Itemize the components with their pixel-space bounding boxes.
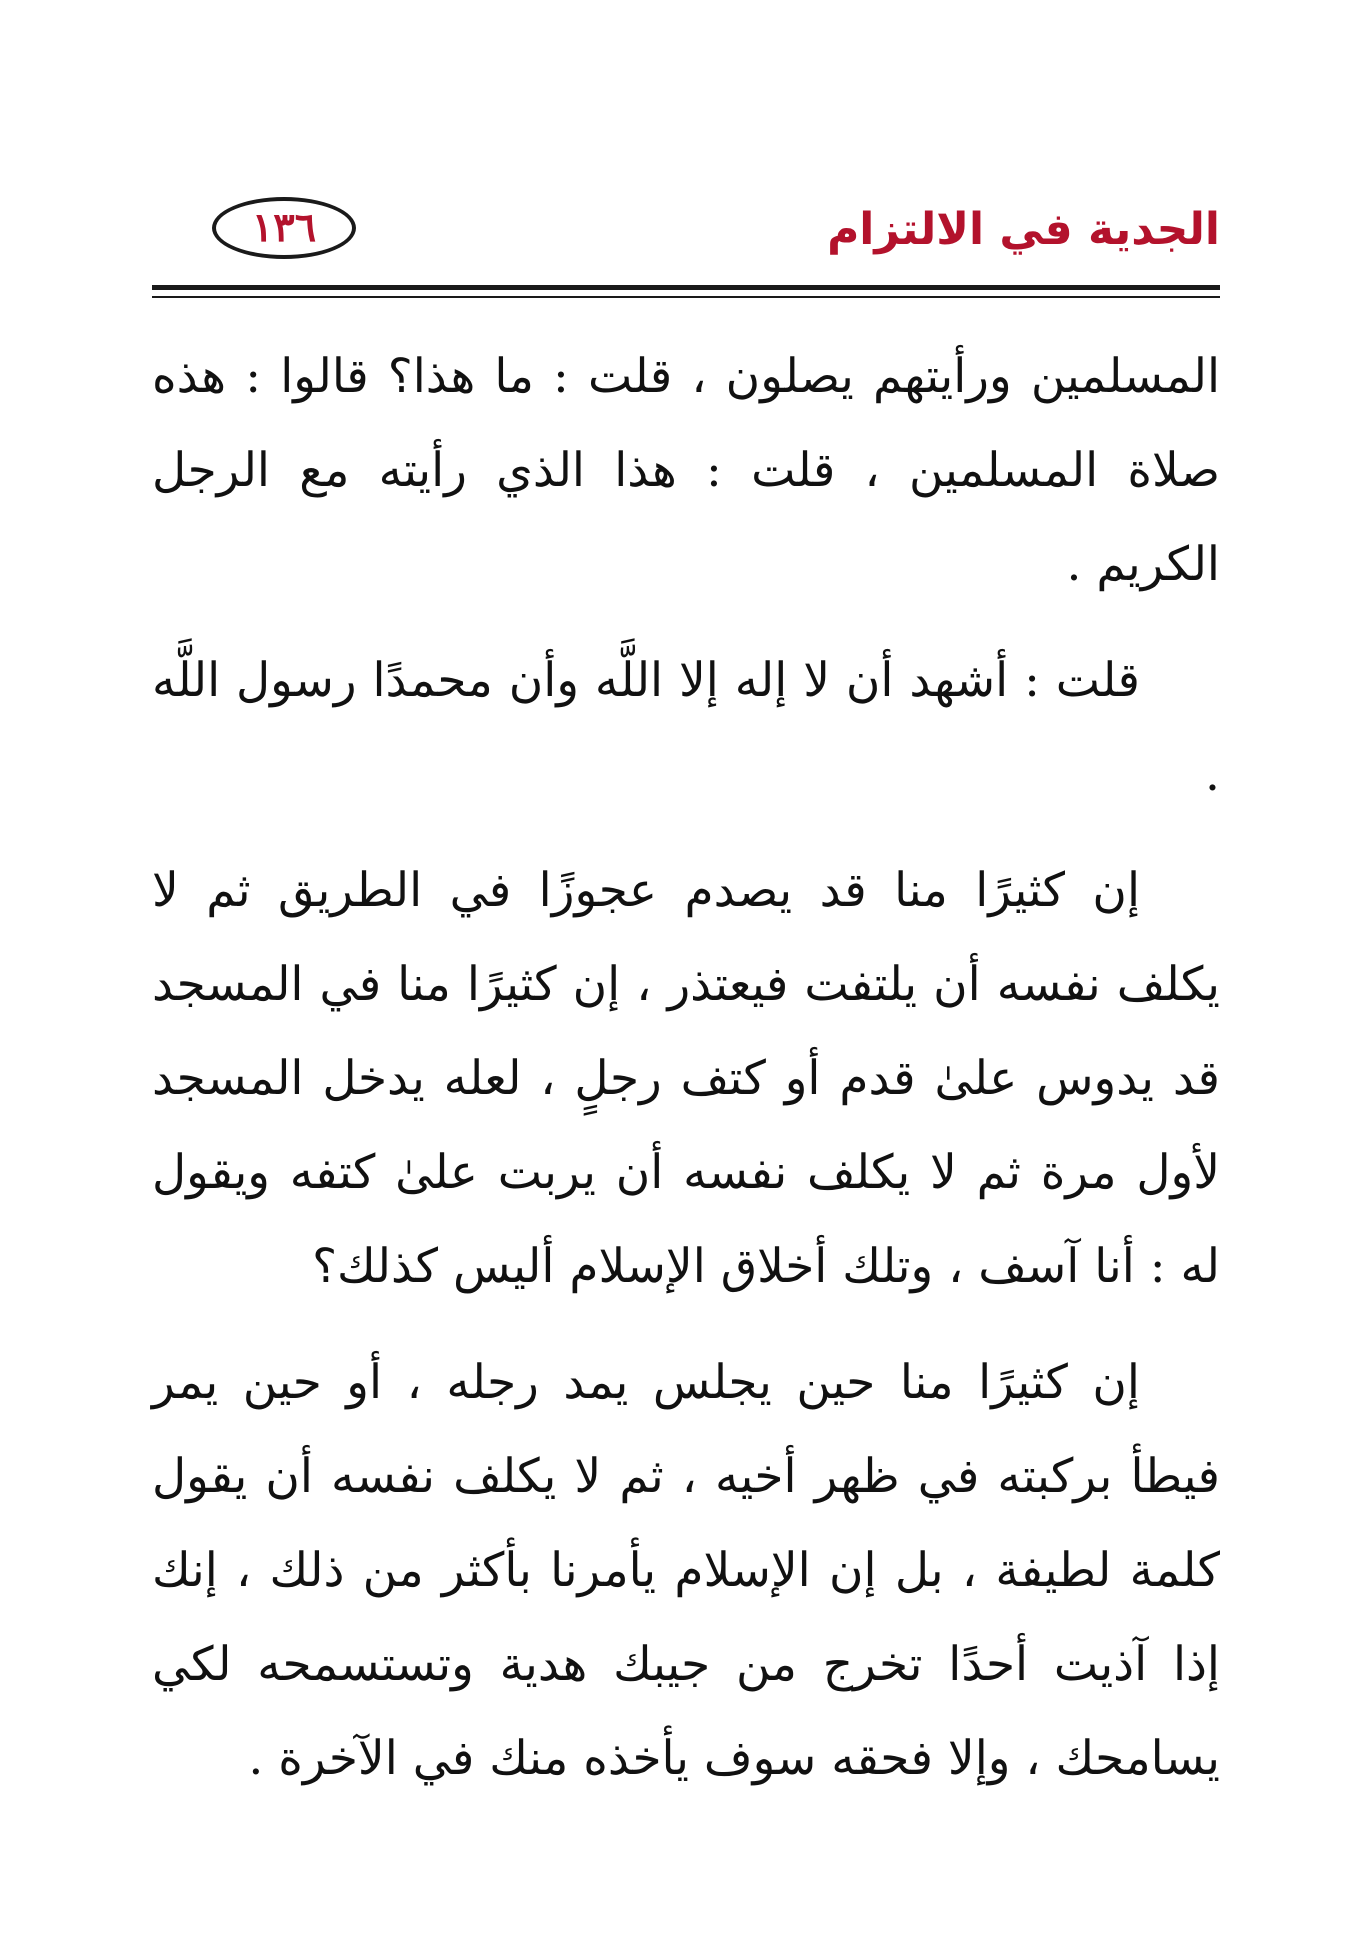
header-rule-thick <box>152 285 1220 290</box>
page-body <box>152 330 1220 1828</box>
page-header <box>152 195 1220 265</box>
paragraph-4: إن كثيرًا منا حين يجلس يمد رجله ، أو حين يمر فيطأ بركبته في ظهر أخيه ، ثم لا يكلف نفسه أن يقول كلمة لطيفة ، بل إن الإسلام يأمرنا بأكثر من ذلك ، إنك إذا آذيت أحدًا تخرج من جيبك هدية وتستسمحه لكي يسامحك ، وإلا فحقه سوف يأخذه منك في الآخرة . <box>152 1355 1220 1786</box>
paragraph-1: المسلمين ورأيتهم يصلون ، قلت : ما هذا؟ قالوا : هذه صلاة المسلمين ، قلت : هذا الذي رأيته مع الرجل الكريم . <box>152 349 1220 592</box>
header-rule-thin <box>152 296 1220 298</box>
running-title: الجدية في الالتزام <box>827 204 1220 255</box>
page-number: ١٣٦ <box>212 197 356 259</box>
paragraph-2: قلت : أشهد أن لا إله إلا اللَّه وأن محمدًا رسول اللَّه . <box>152 653 1220 802</box>
paragraph-3: إن كثيرًا منا قد يصدم عجوزًا في الطريق ثم لا يكلف نفسه أن يلتفت فيعتذر ، إن كثيرًا منا في المسجد قد يدوس علىٰ قدم أو كتف رجلٍ ، لعله يدخل المسجد لأول مرة ثم لا يكلف نفسه أن يربت علىٰ كتفه ويقول له : أنا آسف ، وتلك أخلاق الإسلام أليس كذلك؟ <box>152 863 1220 1294</box>
